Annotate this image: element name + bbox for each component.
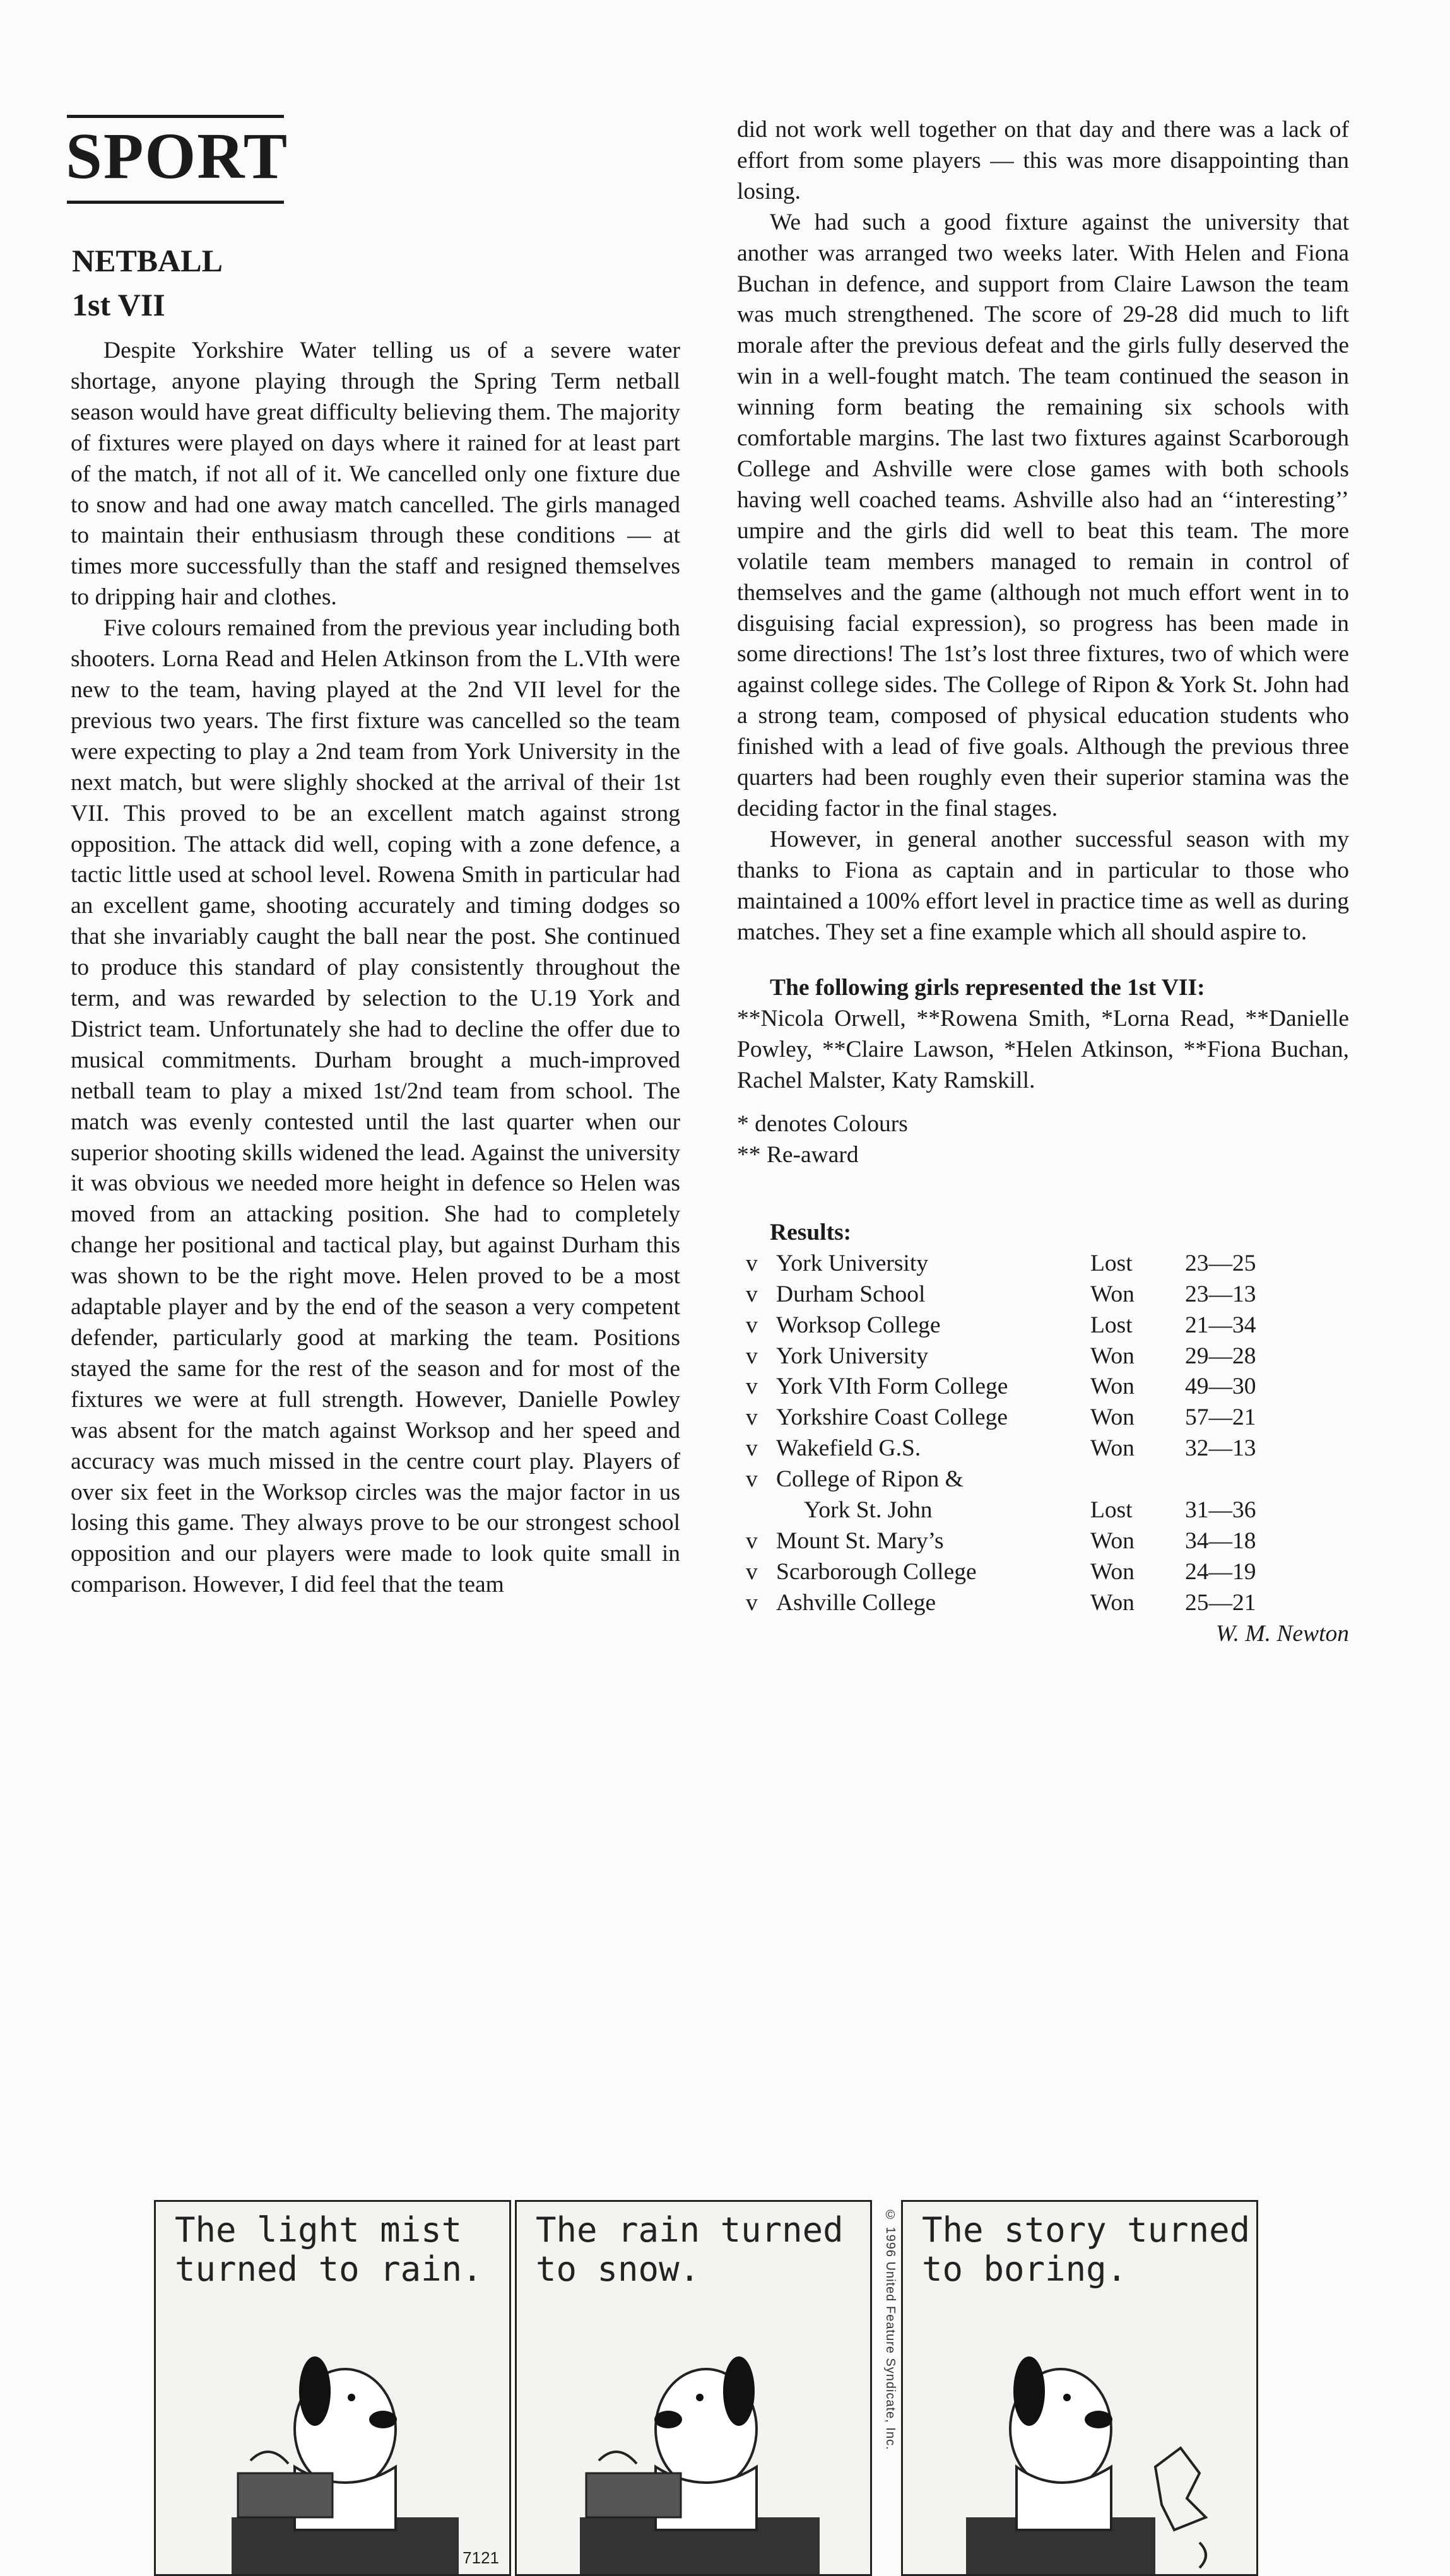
- result-score: 21—34: [1185, 1312, 1256, 1338]
- paragraph-3: did not work well together on that day and there was a lack of effort from some players — this was more disappointing than losing.: [737, 117, 1349, 204]
- snoopy-typing-illustration-3: [903, 2202, 1256, 2574]
- result-outcome: Won: [1090, 1435, 1135, 1462]
- result-row: [746, 1279, 1280, 1310]
- result-v: v: [746, 1312, 758, 1338]
- paragraph-4: We had such a good fixture against the university that another was arranged two weeks later. With Helen and Fiona Buchan in defence, and support from Claire Lawson the team was much strengthened. The score of 29-28 did much to lift morale after the previous defeat and the girls fully deserved the win in a well-fought match. The team continued the season in winning form beating the remaining six schools with comfortable margins. The last two fixtures against Scarborough College and Ashville were close games with both schools having well coached teams. Ashville also had an ‘‘interesting’’ umpire and the girls did well to beat this team. The more volatile team members managed to remain in control of themselves and the game (although not much effort went in to disguising facial expression), so progress has been made in some directions! The 1st’s lost three fixtures, two of which were against college sides. The College of Ripon & York St. John had a strong team, composed of physical education students who finished with a lead of five goals. Although the previous three quarters had been roughly even their superior stamina was the deciding factor in the final stages.: [737, 209, 1349, 821]
- result-opponent: College of Ripon &: [776, 1466, 964, 1493]
- result-score: 24—19: [1185, 1558, 1256, 1585]
- result-opponent: York University: [776, 1250, 929, 1276]
- subsection-heading: 1st VII: [72, 287, 165, 322]
- result-opponent: Durham School: [776, 1281, 926, 1307]
- result-outcome: Won: [1090, 1527, 1135, 1554]
- comic-panel-3: [901, 2200, 1258, 2576]
- result-outcome: Lost: [1090, 1250, 1133, 1276]
- result-score: 49—30: [1185, 1373, 1256, 1400]
- paragraph-2: Five colours remained from the previous year including both shooters. Lorna Read and Helen Atkinson from the L.VIth were new to the team, having played at the 2nd VII level for the previous two years. The first fixture was cancelled so the team were expecting to play a 2nd team from York University in the next match, but were slighly shocked at the arrival of their 1st VII. This proved to be an excellent match against strong opposition. The attack did well, coping with a zone defence, a tactic little used at school level. Rowena Smith in particular had an excellent game, shooting accurately and timing dodges so that she invariably caught the ball near the post. She continued to produce this standard of play consistently throughout the term, and was rewarded by selection to the U.19 York and District team. Unfortunately she had to decline the offer due to musical commitments. Durham brought a much-improved netball team to play a mixed 1st/2nd team from school. The match was evenly contested until the last quarter when our superior shooting skills widened the lead. Against the university it was obvious we needed more height in defence so Helen was moved from an attacking position. She had to completely change her positional and tactical play, but against Durham this was shown to be the right move. Helen proved to be a most adaptable player and by the end of the season a very competent defender, particularly good at marking the team. Positions stayed the same for the rest of the season and for most of the fixtures we were at full strength. However, Danielle Powley was absent for the match against Worksop and her speed and accuracy was much missed in the centre court play. Players of over six feet in the Worksop circles was the major factor in us losing this game. They always prove to be our strongest school opposition and our players were made to look quite small in comparison. However, I did feel that the team: [71, 615, 680, 1598]
- result-v: v: [746, 1435, 758, 1462]
- comic-caption-1: The light mist turned to rain.: [175, 2210, 483, 2289]
- result-outcome: Lost: [1090, 1312, 1133, 1338]
- snoopy-typing-illustration-1: [156, 2202, 509, 2574]
- result-row: [746, 1495, 1280, 1526]
- paragraph-1: Despite Yorkshire Water telling us of a severe water shortage, anyone playing through the Spring Term netball season would have great difficulty believing them. The majority of fixtures were played on days where it rained for at least part of the match, if not all of it. We cancelled only one fixture due to snow and had one away match cancelled. The girls managed to maintain their enthusiasm through these conditions — at times more successfully than the staff and resigned themselves to dripping hair and clothes.: [71, 338, 680, 611]
- result-opponent: York VIth Form College: [776, 1373, 1008, 1400]
- result-outcome: Won: [1090, 1373, 1135, 1400]
- result-score: [1185, 1464, 1280, 1495]
- result-row: [746, 1403, 1280, 1433]
- comic-date: 7121: [463, 2548, 499, 2567]
- result-row: [746, 1372, 1280, 1403]
- result-outcome: Won: [1090, 1343, 1135, 1369]
- result-outcome: [1090, 1464, 1185, 1495]
- result-v: v: [746, 1527, 758, 1554]
- result-outcome: Won: [1090, 1281, 1135, 1307]
- reaward-legend: ** Re-award: [737, 1142, 859, 1168]
- result-opponent: Worksop College: [776, 1312, 941, 1338]
- result-v: v: [746, 1589, 758, 1616]
- team-list: **Nicola Orwell, **Rowena Smith, *Lorna Read, **Danielle Powley, **Claire Lawson, *Helen Atkinson, **Fiona Buchan, Rachel Malster, Katy Ramskill.: [737, 1006, 1349, 1094]
- page-title: SPORT: [66, 120, 289, 192]
- team-heading: The following girls represented the 1st VII:: [770, 975, 1205, 1001]
- result-score: 34—18: [1185, 1527, 1256, 1554]
- result-v: v: [746, 1373, 758, 1400]
- result-row: [746, 1310, 1280, 1341]
- result-v: v: [746, 1558, 758, 1585]
- result-opponent: Scarborough College: [776, 1558, 977, 1585]
- result-score: 57—21: [1185, 1404, 1256, 1431]
- paragraph-5: However, in general another successful season with my thanks to Fiona as captain and in particular to those who maintained a 100% effort level in practice time as well as during matches. They set a fine example which all should aspire to.: [737, 826, 1349, 945]
- result-outcome: Won: [1090, 1404, 1135, 1431]
- results-table: [746, 1249, 1280, 1619]
- results-heading: Results:: [770, 1219, 852, 1245]
- result-score: 23—25: [1185, 1250, 1256, 1276]
- colours-legend: * denotes Colours: [737, 1111, 908, 1138]
- result-score: 32—13: [1185, 1435, 1256, 1462]
- result-row: [746, 1249, 1280, 1279]
- left-column: [71, 336, 680, 1601]
- result-row: [746, 1557, 1280, 1588]
- result-score: 23—13: [1185, 1281, 1256, 1307]
- result-v: v: [746, 1466, 758, 1493]
- section-heading: NETBALL: [72, 243, 223, 278]
- result-outcome: Won: [1090, 1589, 1135, 1616]
- result-opponent: Yorkshire Coast College: [776, 1404, 1008, 1431]
- title-rule-bottom: [67, 201, 284, 204]
- result-row: [746, 1526, 1280, 1557]
- result-row: [746, 1464, 1280, 1495]
- result-v: v: [746, 1250, 758, 1276]
- result-opponent: York St. John: [804, 1497, 933, 1524]
- result-opponent: York University: [776, 1343, 929, 1369]
- result-score: 29—28: [1185, 1343, 1256, 1369]
- result-score: 25—21: [1185, 1589, 1256, 1616]
- result-outcome: Won: [1090, 1558, 1135, 1585]
- author-signature: W. M. Newton: [1215, 1620, 1349, 1647]
- comic-caption-3: The story turned to boring.: [922, 2210, 1251, 2289]
- result-opponent: Mount St. Mary’s: [776, 1527, 944, 1554]
- comic-panel-1: [154, 2200, 511, 2576]
- snoopy-typing-illustration-2: [517, 2202, 870, 2574]
- right-column: [737, 115, 1349, 1650]
- title-rule-top: [67, 115, 284, 118]
- result-v: [746, 1495, 776, 1526]
- result-v: v: [746, 1404, 758, 1431]
- result-outcome: Lost: [1090, 1497, 1133, 1524]
- comic-copyright: © 1996 United Feature Syndicate, Inc.: [883, 2208, 897, 2450]
- result-row: [746, 1433, 1280, 1464]
- result-score: 31—36: [1185, 1497, 1256, 1524]
- comic-panel-2: [515, 2200, 872, 2576]
- result-row: [746, 1341, 1280, 1372]
- result-opponent: Ashville College: [776, 1589, 936, 1616]
- comic-caption-2: The rain turned to snow.: [536, 2210, 844, 2289]
- result-row: [746, 1588, 1280, 1619]
- result-opponent: Wakefield G.S.: [776, 1435, 921, 1462]
- result-v: v: [746, 1343, 758, 1369]
- result-v: v: [746, 1281, 758, 1307]
